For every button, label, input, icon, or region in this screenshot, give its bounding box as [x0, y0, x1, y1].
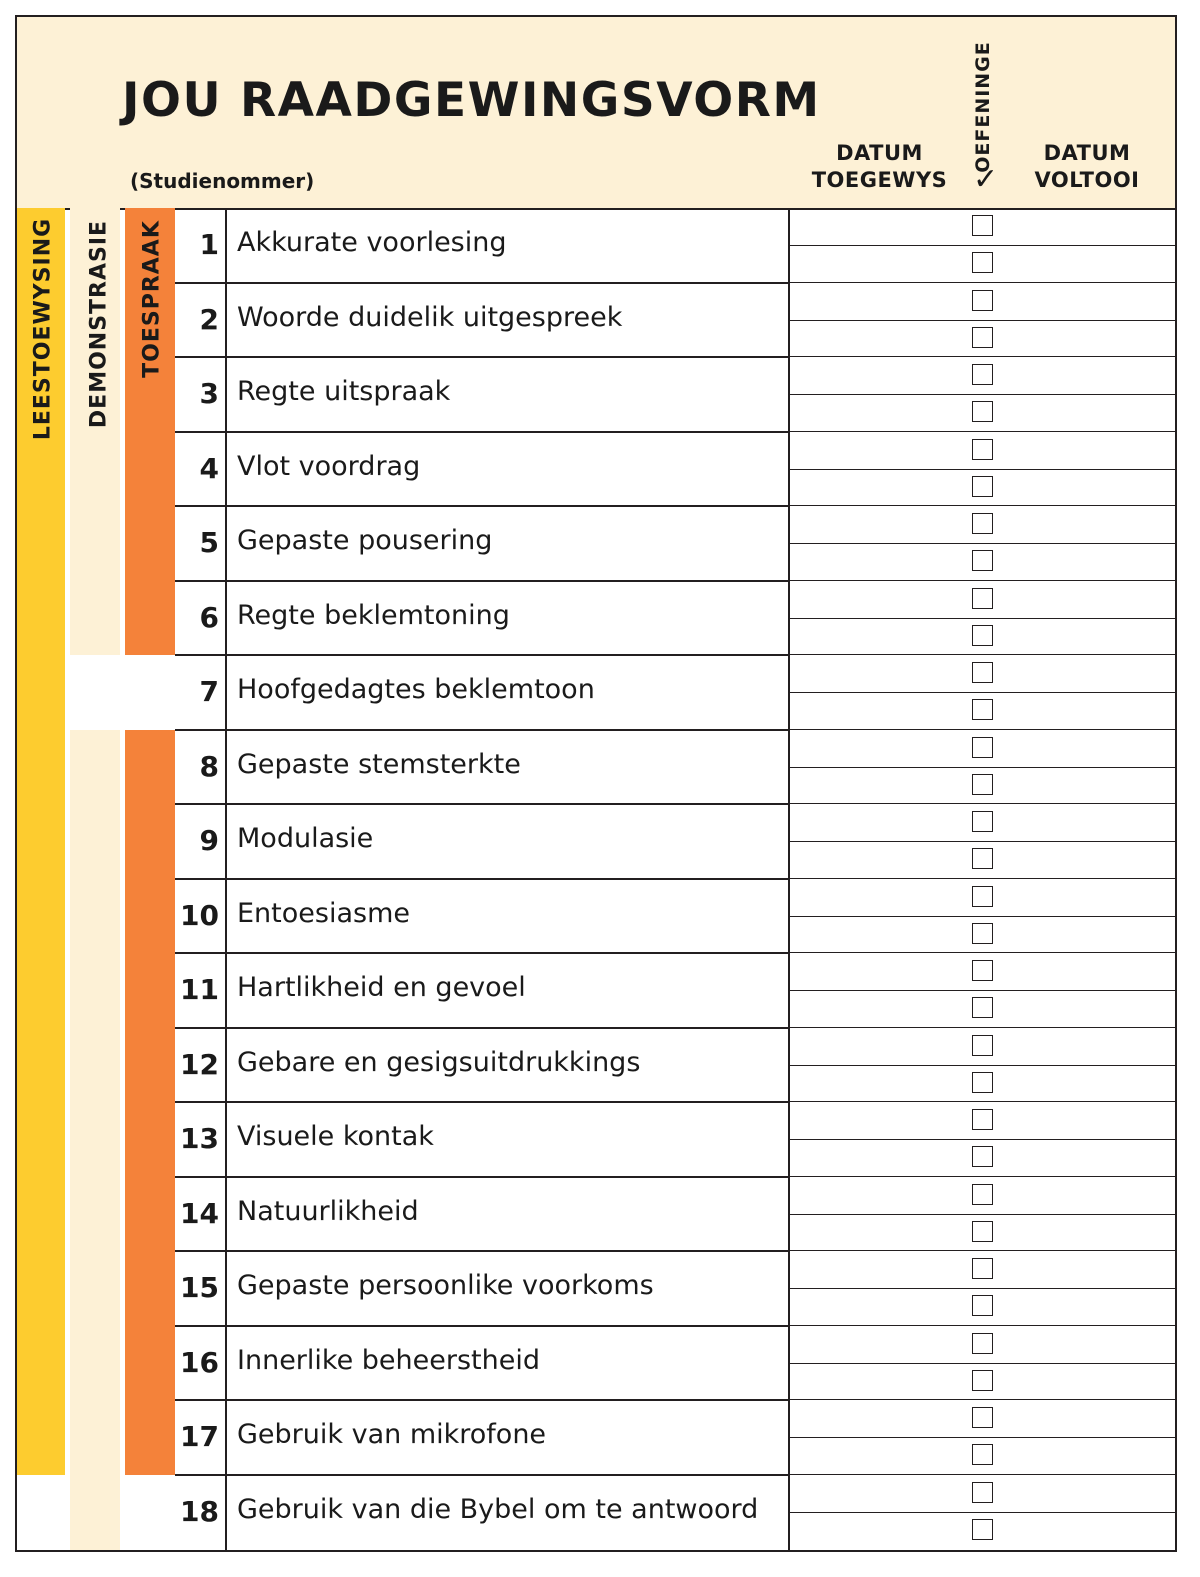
point-label: Gebruik van mikrofone [237, 1419, 547, 1450]
point-number: 5 [199, 526, 219, 559]
exercise-checkbox[interactable] [972, 1072, 993, 1093]
row-divider [175, 1250, 790, 1252]
point-label: Natuurlikheid [237, 1195, 419, 1227]
point-number: 17 [180, 1420, 219, 1453]
form-title: JOU RAADGEWINGSVORM [122, 73, 821, 128]
row-divider [790, 1101, 1175, 1102]
row-divider [790, 767, 1175, 768]
point-label: Hoofgedagtes beklemtoon [237, 674, 595, 705]
row-divider [175, 952, 790, 954]
point-number: 15 [180, 1271, 219, 1304]
row-divider [790, 916, 1175, 917]
date-assigned-header: DATUM TOEGEWYS [811, 141, 948, 192]
talk-band [125, 730, 175, 1475]
row-divider [790, 1325, 1175, 1326]
counsel-form [15, 15, 1177, 1552]
exercise-checkbox[interactable] [972, 476, 993, 497]
point-label: Gepaste pousering [237, 525, 493, 556]
point-number: 8 [199, 749, 219, 783]
row-divider [790, 1027, 1175, 1028]
point-label: Regte uitspraak [237, 376, 451, 407]
point-label: Entoesiasme [237, 897, 410, 929]
exercise-checkbox[interactable] [972, 290, 993, 311]
point-label: Woorde duidelik uitgespreek [237, 301, 623, 333]
point-number: 6 [199, 600, 219, 634]
exercises-header: OEFENINGE [972, 41, 994, 173]
point-number: 12 [180, 1047, 219, 1081]
row-divider [790, 1139, 1175, 1140]
exercise-checkbox[interactable] [972, 1295, 993, 1316]
point-number: 18 [180, 1494, 219, 1528]
point-label: Gepaste persoonlike voorkoms [237, 1270, 654, 1301]
exercise-checkbox[interactable] [972, 588, 993, 609]
row-divider [790, 356, 1175, 357]
point-label: Vlot voordrag [237, 450, 421, 482]
exercise-checkbox[interactable] [972, 401, 993, 422]
exercise-checkbox[interactable] [972, 662, 993, 683]
point-number: 14 [180, 1196, 219, 1230]
row-divider [175, 803, 790, 805]
point-label: Visuele kontak [237, 1121, 434, 1152]
exercise-checkbox[interactable] [972, 215, 993, 236]
point-number: 11 [180, 973, 219, 1006]
row-divider [790, 245, 1175, 246]
exercise-checkbox[interactable] [972, 848, 993, 869]
point-label: Akkurate voorlesing [237, 227, 507, 258]
row-divider [790, 803, 1175, 804]
point-number: 13 [180, 1122, 219, 1155]
exercise-checkbox[interactable] [972, 327, 993, 348]
row-divider [175, 654, 790, 656]
exercise-checkbox[interactable] [972, 439, 993, 460]
row-divider [790, 282, 1175, 283]
row-divider [175, 282, 790, 284]
row-divider [790, 729, 1175, 730]
row-divider [790, 1512, 1175, 1513]
point-label: Gebare en gesigsuitdrukkings [237, 1046, 641, 1078]
row-divider [790, 1399, 1175, 1400]
row-divider [790, 431, 1175, 432]
row-divider [175, 1027, 790, 1029]
exercise-checkbox[interactable] [972, 1109, 993, 1130]
point-label: Innerlike beheerstheid [237, 1344, 540, 1376]
exercise-checkbox[interactable] [972, 1370, 993, 1391]
row-divider [175, 356, 790, 358]
row-divider [790, 1474, 1175, 1475]
row-divider [790, 1363, 1175, 1364]
point-number: 1 [199, 228, 219, 261]
row-divider [790, 469, 1175, 470]
exercise-checkbox[interactable] [972, 923, 993, 944]
point-number: 4 [199, 451, 219, 485]
exercise-checkbox[interactable] [972, 1407, 993, 1428]
row-divider [790, 1176, 1175, 1177]
row-divider [175, 431, 790, 433]
exercise-checkbox[interactable] [972, 513, 993, 534]
check-mark-icon: ✓ [973, 162, 999, 197]
exercise-checkbox[interactable] [972, 1146, 993, 1167]
row-divider [790, 1214, 1175, 1215]
row-divider [790, 952, 1175, 953]
row-divider [790, 505, 1175, 506]
row-divider [790, 654, 1175, 655]
reading-band-label: LEESTOEWYSING [30, 217, 56, 441]
exercise-checkbox[interactable] [972, 1035, 993, 1056]
exercise-checkbox[interactable] [972, 886, 993, 907]
row-divider [790, 1065, 1175, 1066]
row-divider [790, 990, 1175, 991]
date-completed-header: DATUM VOLTOOI [1034, 141, 1140, 192]
row-divider [790, 394, 1175, 395]
point-number: 10 [180, 898, 219, 932]
exercise-checkbox[interactable] [972, 811, 993, 832]
exercise-checkbox[interactable] [972, 737, 993, 758]
row-divider [175, 505, 790, 507]
row-divider [175, 1399, 790, 1401]
row-divider [790, 1250, 1175, 1251]
exercise-checkbox[interactable] [972, 1221, 993, 1242]
point-label: Regte beklemtoning [237, 599, 510, 631]
row-divider [175, 729, 790, 731]
exercise-checkbox[interactable] [972, 625, 993, 646]
exercise-checkbox[interactable] [972, 699, 993, 720]
exercise-checkbox[interactable] [972, 252, 993, 273]
exercise-checkbox[interactable] [972, 774, 993, 795]
point-number: 9 [199, 824, 219, 857]
exercise-checkbox[interactable] [972, 1444, 993, 1465]
row-divider [175, 1101, 790, 1103]
point-label: Gepaste stemsterkte [237, 748, 521, 780]
row-divider [790, 320, 1175, 321]
exercise-checkbox[interactable] [972, 960, 993, 981]
row-divider [175, 1176, 790, 1178]
point-number: 2 [199, 302, 219, 336]
exercise-checkbox[interactable] [972, 1258, 993, 1279]
exercise-checkbox[interactable] [972, 1184, 993, 1205]
row-divider [790, 878, 1175, 879]
row-divider [175, 1325, 790, 1327]
point-number: 16 [180, 1345, 219, 1379]
point-number: 3 [199, 377, 219, 410]
row-divider [790, 841, 1175, 842]
point-label: Modulasie [237, 823, 374, 854]
exercise-checkbox[interactable] [972, 550, 993, 571]
point-number: 7 [199, 675, 219, 708]
row-divider [175, 1474, 790, 1476]
row-divider [175, 580, 790, 582]
exercise-checkbox[interactable] [972, 1482, 993, 1503]
row-divider [790, 618, 1175, 619]
row-divider [790, 543, 1175, 544]
row-divider [790, 1437, 1175, 1438]
exercise-checkbox[interactable] [972, 997, 993, 1018]
demonstration-band-label: DEMONSTRASIE [86, 219, 112, 429]
point-label: Hartlikheid en gevoel [237, 972, 526, 1003]
student-number-label: (Studienommer) [130, 169, 315, 193]
talk-band-label: TOESPRAAK [139, 220, 165, 378]
form-header [17, 17, 1175, 210]
demonstration-band [70, 730, 120, 1551]
exercise-checkbox[interactable] [972, 1333, 993, 1354]
row-divider [175, 878, 790, 880]
point-label: Gebruik van die Bybel om te antwoord [237, 1493, 759, 1525]
exercise-checkbox[interactable] [972, 1519, 993, 1540]
row-divider [790, 580, 1175, 581]
row-divider [790, 692, 1175, 693]
row-divider [790, 1288, 1175, 1289]
exercise-checkbox[interactable] [972, 364, 993, 385]
